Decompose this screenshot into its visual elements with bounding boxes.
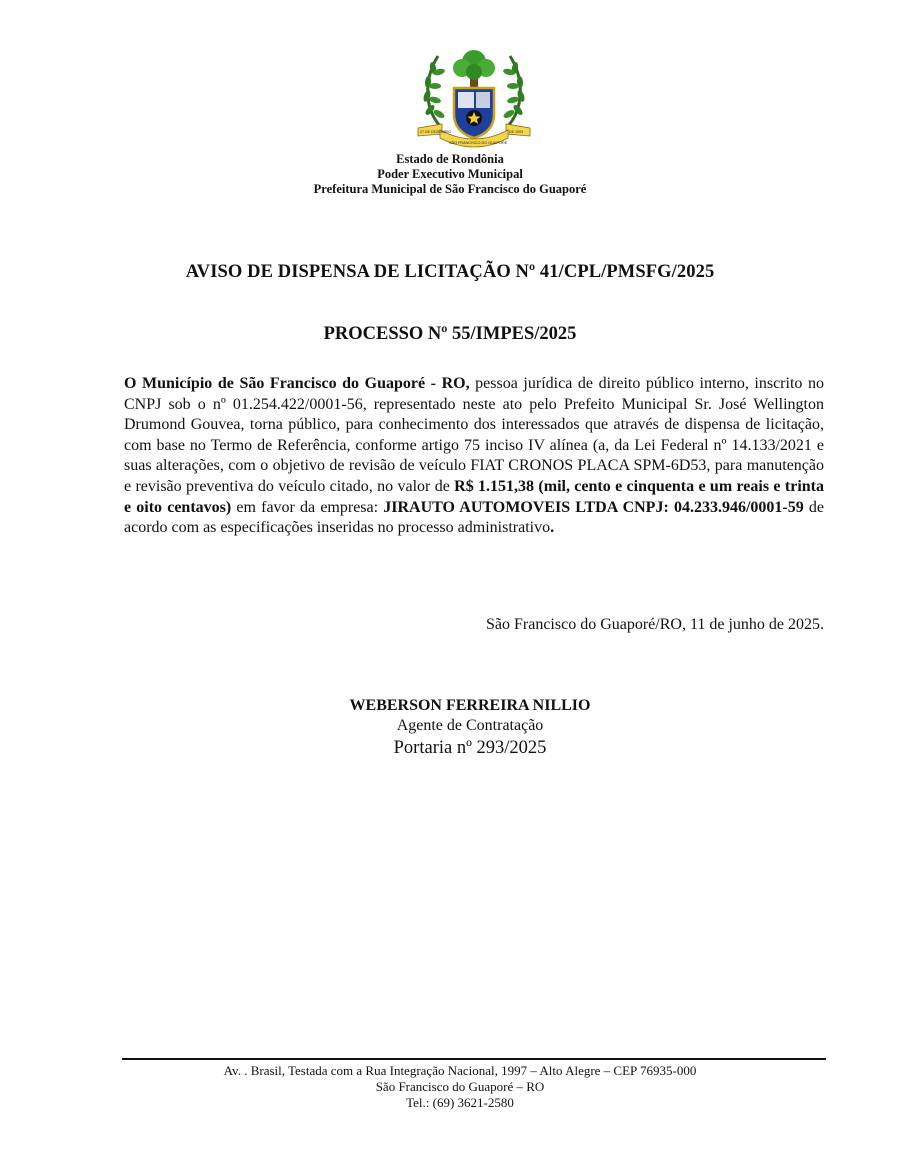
header-prefecture: Prefeitura Municipal de São Francisco do Guaporé <box>313 182 587 196</box>
ribbon-left-text: 27 DE DEZEMBRO <box>420 130 452 134</box>
body-period: . <box>550 519 555 537</box>
laurel-right-icon <box>502 56 526 126</box>
signature-block <box>0 696 900 760</box>
header-state: Estado de Rondônia <box>396 152 504 166</box>
footer <box>0 1063 900 1111</box>
document-title: AVISO DE DISPENSA DE LICITAÇÃO Nº 41/CPL/PMSFG/2025 <box>185 262 715 282</box>
body-text-3: de acordo com as especificações inseridas no processo administrativo <box>124 498 825 537</box>
body-company: JIRAUTO AUTOMOVEIS LTDA CNPJ: 04.233.946/0001-59 <box>383 498 804 516</box>
process-number: PROCESSO Nº 55/IMPES/2025 <box>323 324 577 344</box>
notice-body <box>124 374 824 539</box>
footer-phone: Tel.: (69) 3621-2580 <box>406 1095 514 1110</box>
header-executive: Poder Executivo Municipal <box>377 167 523 181</box>
laurel-left-icon <box>422 56 446 126</box>
signer-role: Agente de Contratação <box>396 717 544 734</box>
body-text-2: em favor da empresa: <box>231 498 384 516</box>
municipal-coat-of-arms-icon <box>412 48 536 152</box>
signer-name: WEBERSON FERREIRA NILLIO <box>349 697 591 714</box>
body-municipality: O Município de São Francisco do Guaporé - RO, <box>124 375 470 392</box>
shield-icon <box>454 88 494 138</box>
footer-city: São Francisco do Guaporé – RO <box>375 1079 545 1094</box>
ribbon-right-text: DE 1993 <box>509 130 523 134</box>
footer-divider <box>122 1058 826 1060</box>
body-text-1: pessoa jurídica de direito público interno, inscrito no CNPJ sob o nº 01.254.422/0001-56, representado neste ato pelo Prefeito Municipal Sr. José Wellington Drumond Gouvea, torna público, para conhecimento dos interessados que através de dispensa de licitação, com base no Termo de Referência, conforme artigo 75 inciso IV alínea (a, da Lei Federal nº 14.133/2021 e suas alterações, com o objetivo de revisão de veículo FIAT CRONOS PLACA SPM-6D53, para manutenção e revisão preventiva do veículo citado, no valor de <box>124 375 824 495</box>
letterhead <box>0 152 900 197</box>
document-date: São Francisco do Guaporé/RO, 11 de junho de 2025. <box>485 616 824 633</box>
signer-portaria: Portaria nº 293/2025 <box>393 738 547 758</box>
footer-address: Av. . Brasil, Testada com a Rua Integração Nacional, 1997 – Alto Alegre – CEP 76935-000 <box>223 1063 697 1078</box>
ribbon-center-text: SÃO FRANCISCO DO GUAPORÉ <box>449 141 508 145</box>
body-amount: R$ 1.151,38 (mil, cento e cinquenta e um reais e trinta e oito centavos) <box>124 477 824 516</box>
